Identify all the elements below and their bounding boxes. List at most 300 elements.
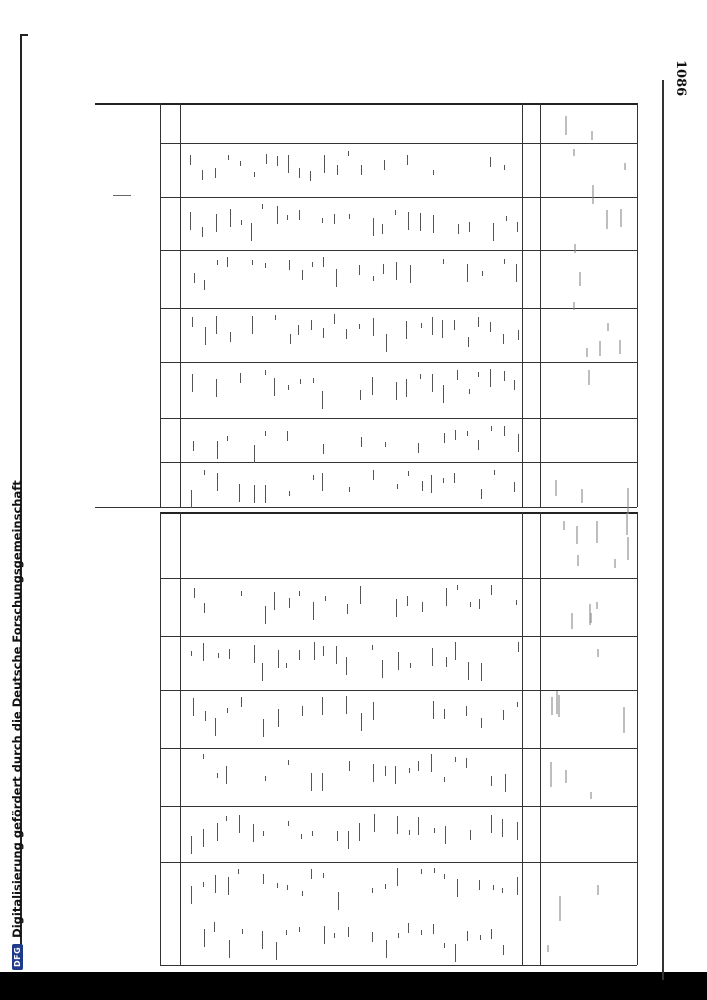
illegible-mark [322,391,323,409]
illegible-mark [455,642,456,660]
illegible-mark [503,945,504,955]
illegible-mark [361,713,362,731]
header-text-smudge [550,762,552,787]
illegible-mark [277,883,278,888]
illegible-mark [334,933,335,938]
illegible-mark [325,596,326,601]
illegible-mark [518,642,519,652]
illegible-mark [217,823,218,841]
illegible-mark [443,478,444,483]
illegible-mark [398,933,399,938]
illegible-mark [287,431,288,441]
illegible-mark [192,317,193,327]
illegible-mark [302,891,303,896]
page-number: 1086 [673,60,688,97]
illegible-mark [468,662,469,680]
illegible-mark [216,379,217,397]
illegible-mark [193,698,194,716]
illegible-mark [490,369,491,387]
illegible-mark [455,757,456,762]
illegible-mark [385,884,386,889]
illegible-mark [446,657,447,667]
illegible-mark [322,697,323,715]
illegible-mark [192,374,193,392]
left-margin-corner [20,34,28,36]
illegible-mark [265,370,266,375]
illegible-mark [454,473,455,483]
illegible-mark [480,935,481,940]
illegible-mark [290,334,291,344]
table-rule [95,103,637,105]
illegible-mark [217,260,218,265]
illegible-mark [410,663,411,668]
illegible-mark [420,213,421,231]
illegible-mark [289,598,290,608]
table-rule [160,578,637,579]
illegible-mark [253,824,254,842]
illegible-mark [418,443,419,453]
header-text-smudge [624,163,626,170]
illegible-mark [467,931,468,941]
banner-text: Digitalisierung gefördert durch die Deutsche Forschungsgemeinschaft [10,480,24,938]
header-text-smudge [576,526,578,544]
illegible-mark [324,155,325,173]
table-rule [160,103,161,507]
illegible-mark [240,161,241,166]
illegible-mark [288,821,289,826]
header-text-smudge [599,341,601,356]
table-rule [637,512,638,965]
illegible-mark [418,761,419,771]
table-rule [522,103,523,507]
table-rule [180,512,181,965]
table-rule [95,507,637,508]
illegible-mark [408,923,409,933]
illegible-mark [410,265,411,283]
illegible-mark [421,323,422,328]
illegible-mark [310,171,311,181]
header-text-smudge [555,480,557,496]
illegible-mark [431,754,432,772]
illegible-mark [230,332,231,342]
illegible-mark [262,663,263,681]
illegible-mark [254,172,255,177]
illegible-mark [348,831,349,849]
illegible-mark [516,264,517,282]
illegible-mark [217,441,218,459]
illegible-mark [482,271,483,276]
illegible-mark [214,922,215,932]
illegible-mark [470,830,471,840]
illegible-mark [457,879,458,897]
illegible-mark [504,165,505,170]
illegible-mark [409,830,410,835]
illegible-mark [493,885,494,890]
illegible-mark [433,701,434,719]
scan-border [0,972,707,1000]
illegible-mark [361,437,362,447]
illegible-mark [215,875,216,893]
illegible-mark [421,930,422,935]
header-text-smudge [619,340,621,354]
illegible-mark [313,378,314,383]
illegible-mark [263,874,264,884]
illegible-mark [288,155,289,173]
illegible-mark [300,379,301,384]
illegible-mark [479,599,480,609]
illegible-mark [302,270,303,280]
illegible-mark [216,214,217,232]
illegible-mark [241,220,242,225]
illegible-mark [204,603,205,613]
illegible-mark [274,378,275,396]
illegible-mark [446,588,447,606]
illegible-mark [238,869,239,874]
illegible-mark [466,758,467,768]
table-rule [160,512,161,965]
illegible-mark [396,599,397,617]
illegible-mark [491,426,492,431]
illegible-mark [241,591,242,596]
illegible-mark [346,329,347,339]
illegible-mark [470,602,471,607]
illegible-mark [191,886,192,904]
illegible-mark [384,160,385,170]
illegible-mark [202,227,203,237]
illegible-mark [434,868,435,873]
illegible-mark [455,430,456,440]
illegible-mark [322,473,323,491]
illegible-mark [479,880,480,890]
illegible-mark [336,269,337,287]
header-text-smudge [597,885,599,895]
header-text-smudge [559,896,561,921]
illegible-mark [289,491,290,496]
header-text-smudge [565,770,567,783]
illegible-mark [226,766,227,784]
illegible-mark [374,814,375,832]
header-text-smudge [627,537,629,560]
header-text-smudge [551,697,553,715]
illegible-mark [491,776,492,786]
illegible-mark [504,426,505,436]
illegible-mark [395,210,396,215]
illegible-mark [217,773,218,778]
illegible-mark [505,774,506,792]
illegible-mark [373,764,374,782]
table-rule [160,250,637,251]
header-text-smudge [620,209,622,227]
illegible-mark [203,882,204,887]
illegible-mark [288,385,289,390]
illegible-mark [493,223,494,241]
illegible-mark [444,874,445,879]
illegible-mark [254,645,255,663]
illegible-mark [336,646,337,664]
illegible-mark [431,475,432,493]
illegible-mark [443,385,444,403]
illegible-mark [432,317,433,335]
illegible-mark [517,702,518,707]
illegible-mark [406,321,407,339]
illegible-mark [299,168,300,178]
illegible-mark [230,209,231,227]
header-text-smudge [563,521,565,530]
table-rule [160,748,637,749]
illegible-mark [347,604,348,614]
illegible-mark [397,868,398,886]
illegible-mark [517,822,518,840]
header-text-smudge [596,521,598,543]
illegible-mark [382,224,383,234]
header-text-smudge [607,323,609,331]
header-text-smudge [588,370,590,385]
illegible-mark [338,892,339,910]
illegible-mark [494,470,495,475]
table-rule [160,143,637,144]
illegible-mark [313,602,314,620]
illegible-mark [502,888,503,893]
table-rule [113,195,131,196]
illegible-mark [516,600,517,605]
illegible-mark [455,944,456,962]
illegible-mark [334,214,335,224]
illegible-mark [323,873,324,878]
illegible-mark [432,648,433,666]
illegible-mark [251,223,252,241]
table-rule [160,462,637,463]
illegible-mark [193,441,194,451]
illegible-mark [418,817,419,835]
funding-banner [10,480,24,970]
illegible-mark [491,585,492,595]
illegible-mark [396,262,397,280]
illegible-mark [373,276,374,281]
header-text-smudge [590,613,592,623]
table-rule [160,512,637,514]
illegible-mark [286,930,287,935]
illegible-mark [443,259,444,264]
illegible-mark [337,831,338,841]
illegible-mark [298,325,299,335]
illegible-mark [203,829,204,847]
header-text-smudge [565,116,567,135]
illegible-mark [385,766,386,776]
illegible-mark [229,940,230,958]
illegible-mark [382,660,383,678]
illegible-mark [490,157,491,167]
illegible-mark [276,942,277,960]
illegible-mark [444,709,445,719]
illegible-mark [218,653,219,658]
illegible-mark [490,322,491,332]
illegible-mark [287,885,288,890]
illegible-mark [348,151,349,156]
illegible-mark [386,940,387,958]
illegible-mark [517,222,518,232]
illegible-mark [252,260,253,265]
illegible-mark [323,257,324,267]
illegible-mark [242,929,243,934]
illegible-mark [262,204,263,209]
header-text-smudge [573,302,575,310]
illegible-mark [478,440,479,450]
table-rule [540,103,541,507]
illegible-mark [422,481,423,491]
illegible-mark [386,334,387,352]
table-rule [160,418,637,419]
illegible-mark [518,330,519,340]
illegible-mark [433,215,434,233]
illegible-mark [359,823,360,841]
illegible-mark [359,324,360,329]
illegible-mark [444,777,445,782]
illegible-mark [311,320,312,330]
illegible-mark [372,932,373,942]
illegible-mark [287,215,288,220]
header-text-smudge [596,602,598,609]
illegible-mark [458,224,459,234]
table-rule [160,197,637,198]
illegible-mark [265,263,266,268]
illegible-mark [204,470,205,475]
illegible-mark [205,327,206,345]
dfg-logo-icon: DFG [12,944,23,970]
illegible-mark [481,489,482,499]
illegible-mark [202,170,203,180]
illegible-mark [422,602,423,612]
illegible-mark [506,216,507,221]
illegible-mark [502,819,503,837]
illegible-mark [275,315,276,320]
illegible-mark [265,431,266,436]
header-text-smudge [558,695,560,717]
illegible-mark [433,924,434,934]
illegible-mark [346,657,347,675]
illegible-mark [360,586,361,604]
table-rule [180,103,181,507]
illegible-mark [286,663,287,668]
table-rule [160,806,637,807]
illegible-mark [265,485,266,503]
illegible-mark [397,816,398,834]
illegible-mark [503,710,504,720]
illegible-mark [203,754,204,759]
table-rule [160,690,637,691]
illegible-mark [312,262,313,267]
illegible-mark [467,431,468,436]
illegible-mark [191,836,192,854]
illegible-mark [372,645,373,650]
illegible-mark [205,711,206,721]
illegible-mark [263,831,264,836]
illegible-mark [191,490,192,508]
illegible-mark [408,212,409,230]
header-text-smudge [592,185,594,204]
illegible-mark [265,606,266,624]
illegible-mark [442,320,443,338]
illegible-mark [239,484,240,502]
table-rule [160,362,637,363]
illegible-mark [359,265,360,275]
illegible-mark [491,815,492,833]
illegible-mark [481,718,482,728]
header-text-smudge [626,513,628,535]
illegible-mark [406,379,407,397]
illegible-mark [312,831,313,836]
illegible-mark [383,264,384,274]
illegible-mark [445,826,446,844]
header-text-smudge [586,348,588,357]
illegible-mark [408,471,409,476]
header-rule [662,80,664,980]
illegible-mark [311,773,312,791]
illegible-mark [313,475,314,480]
illegible-mark [240,373,241,383]
illegible-mark [373,218,374,236]
header-text-smudge [614,559,616,568]
illegible-mark [323,646,324,656]
header-text-smudge [590,792,592,799]
illegible-mark [346,696,347,714]
illegible-mark [299,650,300,660]
illegible-mark [337,165,338,175]
illegible-mark [504,371,505,381]
illegible-mark [323,328,324,338]
illegible-mark [396,382,397,400]
illegible-mark [191,651,192,656]
illegible-mark [215,718,216,736]
illegible-mark [228,877,229,895]
illegible-mark [289,260,290,270]
illegible-mark [254,445,255,463]
illegible-mark [385,442,386,447]
illegible-mark [469,389,470,394]
illegible-mark [299,210,300,220]
illegible-mark [217,473,218,491]
illegible-mark [204,280,205,290]
illegible-mark [421,869,422,874]
illegible-mark [466,706,467,716]
header-text-smudge [574,244,576,253]
illegible-mark [444,433,445,443]
illegible-mark [372,888,373,893]
illegible-mark [301,834,302,839]
header-text-smudge [571,613,573,629]
illegible-mark [194,273,195,283]
illegible-mark [517,877,518,895]
illegible-mark [349,761,350,771]
illegible-mark [227,708,228,713]
illegible-mark [216,316,217,334]
illegible-mark [311,869,312,879]
illegible-mark [226,816,227,821]
illegible-mark [299,591,300,596]
illegible-mark [227,436,228,441]
illegible-mark [467,264,468,282]
illegible-mark [432,374,433,392]
illegible-mark [518,434,519,452]
illegible-mark [454,320,455,330]
illegible-mark [373,702,374,720]
illegible-mark [491,929,492,939]
table-rule [637,103,638,507]
illegible-mark [194,588,195,598]
illegible-mark [278,650,279,668]
illegible-mark [478,372,479,377]
illegible-mark [478,317,479,327]
illegible-mark [398,652,399,670]
